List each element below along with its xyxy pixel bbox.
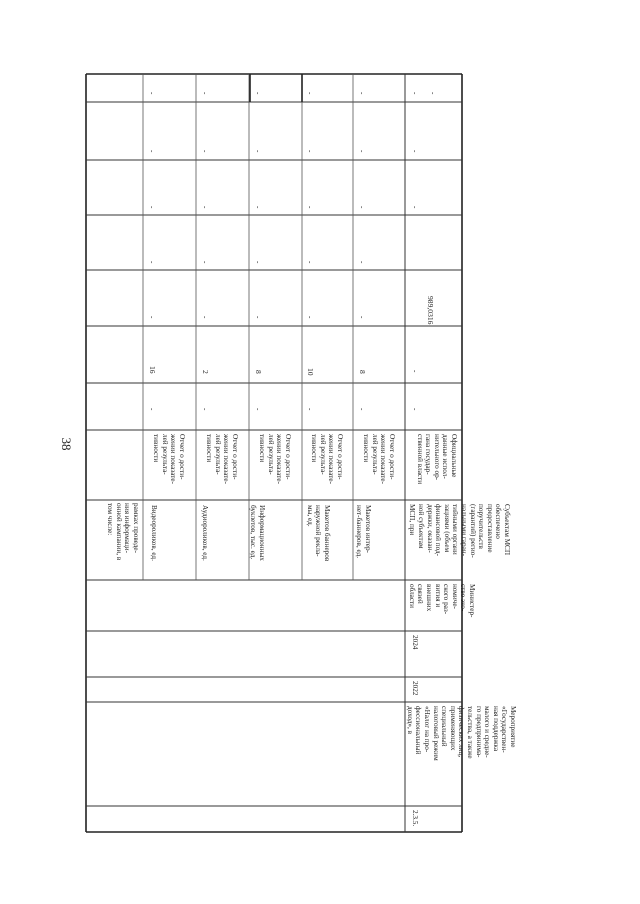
- outdoor-source: Отчет о дости- жении показате- лей результа- тивности: [310, 434, 344, 484]
- measure-d3: -: [411, 150, 419, 153]
- measure-d2: -: [411, 206, 419, 209]
- outdoor-indicator: Макетов баннеров наружной рекла- мы, ед.: [305, 505, 331, 562]
- measure-value: 989,0316: [426, 296, 435, 325]
- outdoor-d1: -: [306, 316, 314, 319]
- audio-source: Отчет о дости- жении показате- лей результа- тивности: [205, 434, 239, 484]
- intro-indicator: рамках проведе- ния информаци- онной кампании, в том числе:: [106, 503, 140, 561]
- audio-d5: -: [201, 92, 209, 95]
- internet-d5: -: [358, 92, 366, 95]
- videos-dash: -: [148, 408, 156, 411]
- videos-d3: -: [148, 206, 156, 209]
- measure-executor: Министер- ство эко- номиче- ского раз- вития и внешних связей области: [407, 584, 476, 618]
- audio-d2: -: [201, 261, 209, 264]
- measure-dash: -: [411, 408, 419, 411]
- booklets-d4: -: [254, 150, 262, 153]
- booklets-d2: -: [254, 261, 262, 264]
- audio-value: 2: [201, 370, 210, 374]
- videos-indicator: Видеороликов, ед.: [150, 505, 158, 561]
- outdoor-d4: -: [306, 150, 314, 153]
- measure-indicator: Субъектам МСП обеспечено предоставление поручительств (гарантий) регио- нальными гаран- тийными органи зациями (объем финансовой под- держки, оказан- ной субъектам МСП, при: [408, 504, 511, 558]
- measure-year-start: 2022: [411, 681, 419, 696]
- audio-dash: -: [201, 408, 209, 411]
- booklets-d5: -: [254, 92, 262, 95]
- booklets-value: 8: [254, 370, 263, 374]
- internet-value: 8: [358, 370, 367, 374]
- outdoor-d3: -: [306, 206, 314, 209]
- videos-d5: -: [148, 92, 156, 95]
- videos-d1: -: [148, 316, 156, 319]
- measure-number: 2.3.5.: [411, 810, 419, 827]
- outdoor-d2: -: [306, 261, 314, 264]
- measure-source: Официальные данные испол- нительного ор- гана государ- ственной власти: [415, 434, 458, 485]
- internet-indicator: Макетов интер- нет-баннеров, ед.: [355, 505, 372, 559]
- internet-d3: -: [358, 206, 366, 209]
- outdoor-d5: -: [306, 92, 314, 95]
- measure-d5: -: [429, 92, 437, 95]
- internet-source: Отчет о дости- жении показате- лей результа- тивности: [362, 434, 396, 484]
- page-number: 38: [59, 437, 74, 451]
- internet-d2: -: [358, 261, 366, 264]
- measure-val-a: -: [411, 370, 419, 373]
- videos-d4: -: [148, 150, 156, 153]
- videos-d2: -: [148, 261, 156, 264]
- booklets-source: Отчет о дости- жении показате- лей результа- тивности: [258, 434, 292, 484]
- measure-d4: -: [411, 92, 419, 95]
- videos-value: 16: [148, 366, 157, 374]
- internet-d1: -: [358, 316, 366, 319]
- internet-d4: -: [358, 150, 366, 153]
- outdoor-value: 10: [306, 368, 315, 376]
- booklets-d1: -: [254, 316, 262, 319]
- outdoor-dash: -: [306, 408, 314, 411]
- videos-source: Отчет о дости- жении показате- лей результа- тивности: [152, 434, 186, 484]
- audio-d4: -: [201, 150, 209, 153]
- internet-dash: -: [358, 408, 366, 411]
- audio-d3: -: [201, 206, 209, 209]
- measure-year-end: 2024: [411, 635, 419, 650]
- booklets-dash: -: [254, 408, 262, 411]
- measure-name: Мероприятие «Государствен- ная поддержка малого и средне- го предпринима- тельства, а также физических лиц, применяющих специальный налоговый режим «Налог на про- фессиональный доход», в: [405, 706, 517, 761]
- audio-indicator: Аудиороликов, ед.: [201, 505, 209, 561]
- booklets-indicator: Информационных буклетов, тыс. ед.: [249, 505, 266, 561]
- audio-d1: -: [201, 316, 209, 319]
- booklets-d3: -: [254, 206, 262, 209]
